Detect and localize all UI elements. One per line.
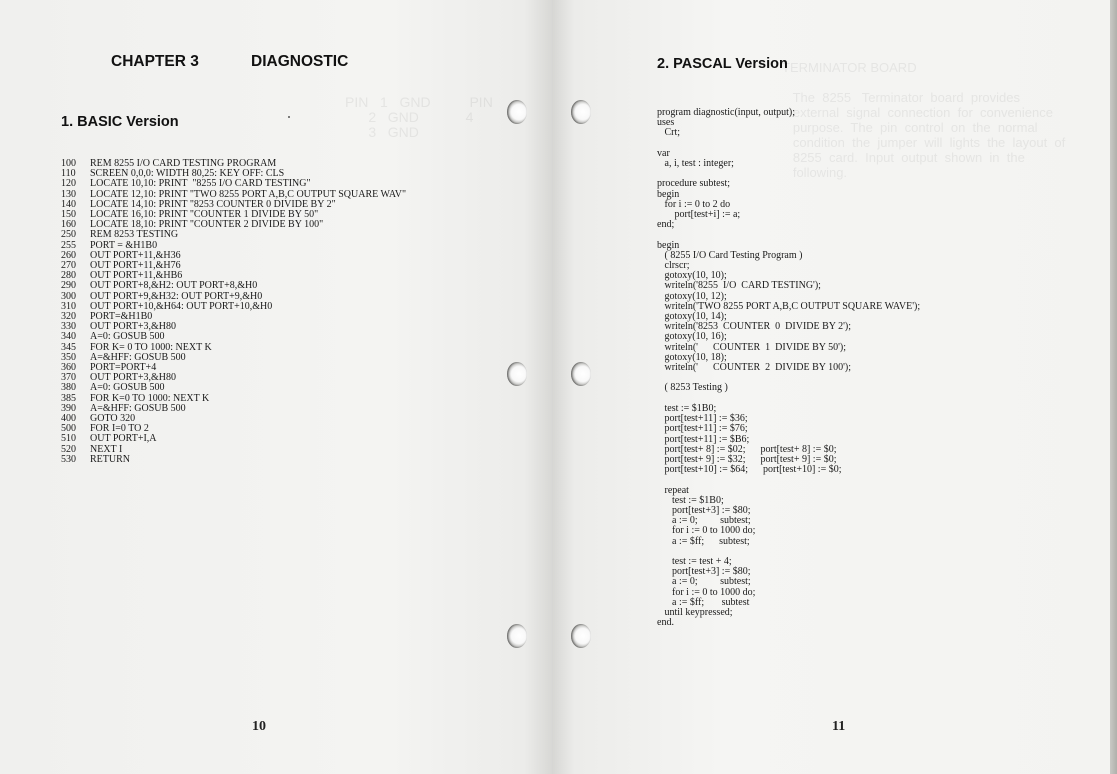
left-page — [0, 0, 552, 774]
basic-line-number: 110 — [61, 168, 76, 180]
pascal-code-line: ( 8255 I/O Card Testing Program ) — [657, 249, 803, 261]
basic-line-code: SCREEN 0,0,0: WIDTH 80,25: KEY OFF: CLS — [90, 168, 285, 180]
basic-line-number: 510 — [61, 433, 76, 445]
pascal-code-line: clrscr; — [657, 260, 690, 272]
basic-line-number: 280 — [61, 270, 76, 282]
pascal-code-line: for i := 0 to 1000 do; — [657, 586, 756, 598]
basic-line-number: 290 — [61, 280, 76, 292]
basic-line-code: OUT PORT+I,A — [90, 433, 157, 445]
basic-line-number: 150 — [61, 209, 76, 221]
basic-line-number: 380 — [61, 382, 76, 394]
show-through-text: PIN 1 GND PIN 2 GND 4 3 GND — [345, 94, 493, 140]
basic-line-number: 250 — [61, 229, 76, 241]
pascal-code-line: gotoxy(10, 18); — [657, 351, 727, 363]
pascal-code-line: begin — [657, 239, 680, 251]
pascal-code-line: procedure subtest; — [657, 178, 731, 190]
basic-line-number: 350 — [61, 351, 76, 363]
pascal-code-line: writeln('TWO 8255 PORT A,B,C OUTPUT SQUARE WAVE'); — [657, 300, 921, 312]
basic-line-code: REM 8253 TESTING — [90, 229, 179, 241]
basic-line-number: 300 — [61, 290, 76, 302]
basic-line-number: 120 — [61, 178, 76, 190]
basic-line-code: GOTO 320 — [90, 413, 136, 425]
right-page — [552, 0, 1110, 774]
basic-code-line — [61, 455, 406, 465]
binder-hole-icon — [571, 624, 591, 648]
basic-line-number: 330 — [61, 321, 76, 333]
pascal-code-line: end. — [657, 617, 674, 629]
section-title-pascal: 2. PASCAL Version — [657, 56, 788, 72]
basic-line-number: 130 — [61, 188, 76, 200]
pascal-code-line: port[test+3] := $80; — [657, 504, 751, 516]
pascal-code-line: for i := 0 to 2 do — [657, 198, 731, 210]
pascal-code-line: a := $ff; subtest; — [657, 535, 750, 547]
pascal-code-line: a := 0; subtest; — [657, 515, 751, 527]
basic-line-number: 370 — [61, 372, 76, 384]
basic-line-number: 140 — [61, 198, 76, 210]
basic-line-code: PORT=PORT+4 — [90, 362, 157, 374]
pascal-code-line: port[test+3] := $80; — [657, 566, 751, 578]
basic-line-code: RETURN — [90, 453, 130, 465]
basic-line-number: 385 — [61, 392, 76, 404]
binder-hole-icon — [571, 100, 591, 124]
pascal-code-line: a := $ff; subtest — [657, 596, 750, 608]
pascal-code-line: var — [657, 147, 670, 159]
pascal-code-line: program diagnostic(input, output); — [657, 107, 796, 118]
basic-line-number: 100 — [61, 158, 76, 169]
basic-line-code: PORT=&H1B0 — [90, 311, 153, 323]
basic-line-code: REM 8255 I/O CARD TESTING PROGRAM — [90, 158, 277, 169]
basic-line-number: 500 — [61, 423, 76, 435]
pascal-code-line: port[test+ 9] := $32; port[test+ 9] := $0; — [657, 453, 837, 465]
binder-hole-icon — [507, 362, 527, 386]
pascal-code-line: a := 0; subtest; — [657, 576, 751, 588]
pascal-code-line: gotoxy(10, 14); — [657, 311, 727, 323]
pascal-code-line: writeln(' COUNTER 2 DIVIDE BY 100'); — [657, 362, 852, 374]
pascal-code-line: gotoxy(10, 10); — [657, 270, 727, 282]
page-number-right: 11 — [832, 719, 846, 734]
basic-line-number: 400 — [61, 413, 76, 425]
pascal-code-line: test := $1B0; — [657, 494, 724, 506]
basic-line-code: LOCATE 14,10: PRINT "8253 COUNTER 0 DIVIDE BY 2" — [90, 198, 336, 210]
pascal-code-line: test := test + 4; — [657, 555, 732, 567]
basic-line-number: 345 — [61, 341, 76, 353]
pascal-code-line — [657, 475, 920, 485]
chapter-label: CHAPTER 3 — [111, 53, 199, 70]
basic-line-code: FOR K=0 TO 1000: NEXT K — [90, 392, 210, 404]
page-number-left: 10 — [252, 719, 266, 734]
basic-line-code: LOCATE 18,10: PRINT "COUNTER 2 DIVIDE BY 100" — [90, 219, 324, 231]
pascal-code-line: port[test+11] := $36; — [657, 413, 748, 425]
basic-line-code: OUT PORT+3,&H80 — [90, 321, 176, 333]
binder-hole-icon — [507, 100, 527, 124]
show-through-text: TERMINATOR BOARD The 8255 Terminator board provides external signal connection for convenience purpose. The pin control on the normal condition the jumper will lights the layout of 8255 card. Input output shown in the following. — [782, 60, 1066, 180]
pascal-code-line: port[test+i] := a; — [657, 209, 741, 221]
pascal-code-line: end; — [657, 219, 675, 231]
basic-line-code: OUT PORT+11,&H76 — [90, 260, 181, 272]
pascal-code-line: test := $1B0; — [657, 402, 717, 414]
binder-hole-icon — [571, 362, 591, 386]
pascal-code-line: until keypressed; — [657, 606, 733, 618]
basic-line-code: OUT PORT+9,&H32: OUT PORT+9,&H0 — [90, 290, 263, 302]
pascal-code-line: port[test+10] := $64; port[test+10] := $0; — [657, 464, 842, 476]
chapter-title: DIAGNOSTIC — [251, 53, 349, 70]
basic-line-code: FOR K= 0 TO 1000: NEXT K — [90, 341, 212, 353]
basic-line-number: 390 — [61, 402, 76, 414]
basic-line-code: LOCATE 16,10: PRINT "COUNTER 1 DIVIDE BY 50" — [90, 209, 319, 221]
basic-line-number: 160 — [61, 219, 76, 231]
basic-line-code: A=0: GOSUB 500 — [90, 331, 165, 343]
basic-line-number: 260 — [61, 249, 76, 261]
pascal-code-line: Crt; — [657, 127, 681, 139]
basic-line-number: 360 — [61, 362, 76, 374]
pascal-code-line: for i := 0 to 1000 do; — [657, 525, 756, 537]
pascal-code-line: gotoxy(10, 12); — [657, 290, 727, 302]
pascal-code-line — [657, 139, 920, 149]
basic-line-number: 310 — [61, 300, 76, 312]
pascal-code-line: uses — [657, 117, 675, 129]
page-edge — [1110, 0, 1117, 774]
basic-line-number: 520 — [61, 443, 76, 455]
pascal-code-line: repeat — [657, 484, 689, 496]
pascal-code-line: ( 8253 Testing ) — [657, 382, 728, 394]
basic-line-code: PORT = &H1B0 — [90, 239, 158, 251]
basic-line-code: A=&HFF: GOSUB 500 — [90, 402, 186, 414]
speck — [288, 116, 290, 118]
basic-line-code: OUT PORT+10,&H64: OUT PORT+10,&H0 — [90, 300, 273, 312]
pascal-code-line: gotoxy(10, 16); — [657, 331, 727, 343]
pascal-code-line: writeln('8255 I/O CARD TESTING'); — [657, 280, 821, 292]
section-title-basic: 1. BASIC Version — [61, 114, 179, 130]
pascal-code-line: a, i, test : integer; — [657, 158, 734, 170]
pascal-code-line: begin — [657, 188, 680, 200]
basic-line-number: 320 — [61, 311, 76, 323]
basic-line-code: A=&HFF: GOSUB 500 — [90, 351, 186, 363]
pascal-code-line: port[test+11] := $76; — [657, 423, 748, 435]
pascal-code-line — [657, 230, 920, 240]
basic-line-code: LOCATE 10,10: PRINT "8255 I/O CARD TESTING" — [90, 178, 311, 190]
basic-line-number: 340 — [61, 331, 76, 343]
pascal-code-line: writeln('8253 COUNTER 0 DIVIDE BY 2'); — [657, 321, 852, 333]
basic-line-code: OUT PORT+8,&H2: OUT PORT+8,&H0 — [90, 280, 258, 292]
basic-line-number: 530 — [61, 453, 76, 465]
pascal-code-line: writeln(' COUNTER 1 DIVIDE BY 50'); — [657, 341, 847, 353]
basic-line-code: OUT PORT+11,&HB6 — [90, 270, 183, 282]
binder-hole-icon — [507, 624, 527, 648]
basic-line-code: LOCATE 12,10: PRINT "TWO 8255 PORT A,B,C OUTPUT SQUARE WAV" — [90, 188, 407, 200]
pascal-code-line: port[test+ 8] := $02; port[test+ 8] := $0; — [657, 443, 837, 455]
basic-line-code: FOR I=0 TO 2 — [90, 423, 149, 435]
basic-line-code: NEXT I — [90, 443, 123, 455]
basic-line-code: A=0: GOSUB 500 — [90, 382, 165, 394]
pascal-code-listing — [657, 108, 920, 628]
basic-code-listing — [61, 159, 406, 465]
basic-line-number: 270 — [61, 260, 76, 272]
basic-line-code: OUT PORT+11,&H36 — [90, 249, 181, 261]
basic-line-code: OUT PORT+3,&H80 — [90, 372, 176, 384]
basic-line-number: 255 — [61, 239, 76, 251]
pascal-code-line: port[test+11] := $B6; — [657, 433, 750, 445]
